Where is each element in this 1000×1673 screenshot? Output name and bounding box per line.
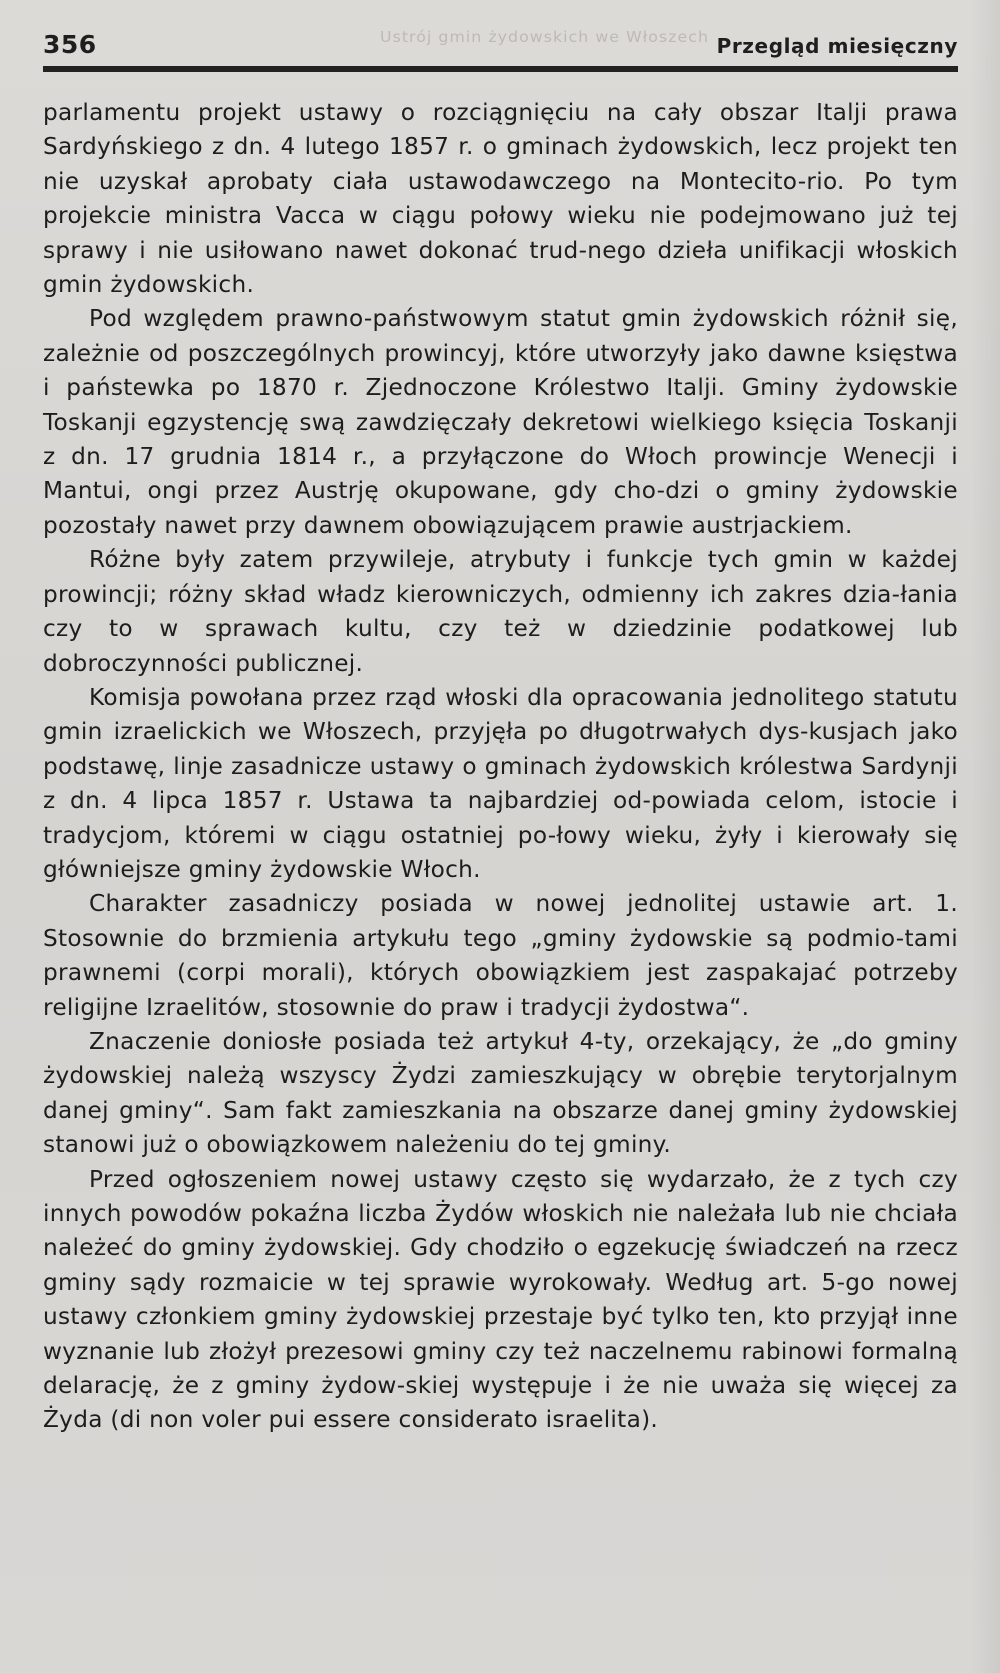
page-number: 356 [43, 30, 97, 59]
page-header [43, 30, 958, 70]
article-body [43, 96, 958, 1438]
paragraph-7: Przed ogłoszeniem nowej ustawy często się wydarzało, że z tych czy innych powodów pokaźna liczba Żydów włoskich nie należała lub nie chciała należeć do gminy żydowskiej. Gdy chodziło o egzekucję świadczeń na rzecz gminy sądy rozmaicie w tej sprawie wyrokowały. Według art. 5-go nowej ustawy członkiem gminy żydowskiej przestaje być tylko ten, kto przyjął inne wyznanie lub złożył prezesowi gminy czy też naczelnemu rabinowi formalną delarację, że z gminy żydow-skiej występuje i że nie uważa się więcej za Żyda (di non voler pui essere considerato israelita). [43, 1165, 958, 1434]
paragraph-2: Pod względem prawno-państwowym statut gmin żydowskich różnił się, zależnie od poszczególnych prowincyj, które utworzyły jako dawne księstwa i państewka po 1870 r. Zjednoczone Królestwo Italji. Gminy żydowskie Toskanji egzystencję swą zawdzięczały dekretowi wielkiego księcia Toskanji z dn. 17 grudnia 1814 r., a przyłączone do Włoch prowincje Wenecji i Mantui, ongi przez Austrję okupowane, gdy cho-dzi o gminy żydowskie pozostały nawet przy dawnem obowiązującem prawie austrjackiem. [43, 305, 958, 539]
paragraph-3: Różne były zatem przywileje, atrybuty i funkcje tych gmin w każdej prowincji; różny skład władz kierowniczych, odmienny ich zakres dzia-łania czy to w sprawach kultu, czy też w dziedzinie podatkowej lub dobroczynności publicznej. [43, 546, 958, 677]
paragraph-4: Komisja powołana przez rząd włoski dla opracowania jednolitego statutu gmin izraelickich we Włoszech, przyjęła po długotrwałych dys-kusjach jako podstawę, linje zasadnicze ustawy o gminach żydowskich królestwa Sardynji z dn. 4 lipca 1857 r. Ustawa ta najbardziej od-powiada celom, istocie i tradycjom, któremi w ciągu ostatniej po-łowy wieku, żyły i kierowały się główniejsze gminy żydowskie Włoch. [43, 683, 958, 883]
paragraph-1: parlamentu projekt ustawy o rozciągnięciu na cały obszar Italji prawa Sardyńskiego z dn. 4 lutego 1857 r. o gminach żydowskich, lecz projekt ten nie uzyskał aprobaty ciała ustawodawczego na Montecito-rio. Po tym projekcie ministra Vacca w ciągu połowy wieku nie podejmowano już tej sprawy i nie usiłowano nawet dokonać trud-nego dzieła unifikacji włoskich gmin żydowskich. [43, 99, 958, 299]
header-rule [43, 66, 958, 72]
paragraph-6: Znaczenie doniosłe posiada też artykuł 4-ty, orzekający, że „do gminy żydowskiej należą wszyscy Żydzi zamieszkujący w obrębie terytorjalnym danej gminy“. Sam fakt zamieszkania na obszarze danej gminy żydowskiej stanowi już o obowiązkowem należeniu do tej gminy. [43, 1027, 958, 1159]
bleed-through-text: Ustrój gmin żydowskich we Włoszech [380, 28, 709, 46]
paragraph-5: Charakter zasadniczy posiada w nowej jednolitej ustawie art. 1. Stosownie do brzmienia artykułu tego „gminy żydowskie są podmio-tami prawnemi (corpi morali), których obowiązkiem jest zaspakajać potrzeby religijne Izraelitów, stosownie do praw i tradycji żydostwa“. [43, 890, 958, 1021]
page-edge-shadow [970, 0, 1000, 1673]
running-title: Przegląd miesięczny [716, 34, 958, 58]
